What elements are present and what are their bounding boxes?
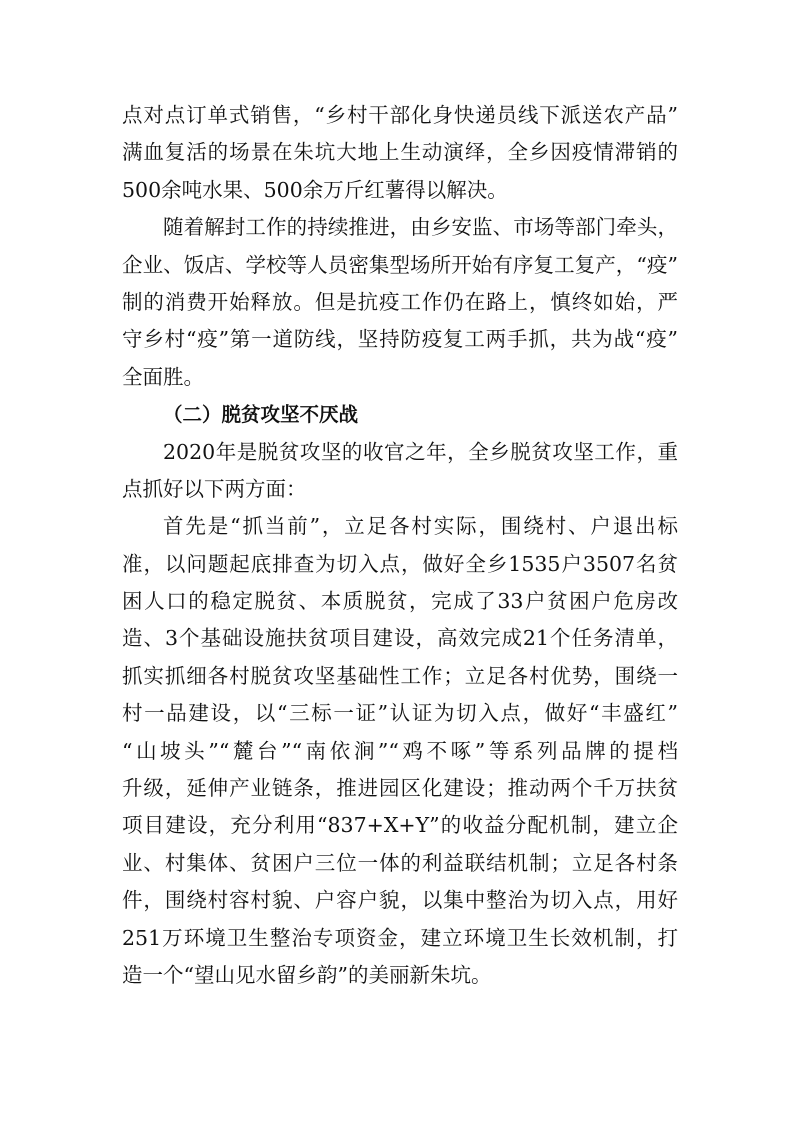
paragraph-line: 业、村集体、贫困户三位一体的利益联结机制；立足各村条 (122, 850, 678, 875)
paragraph-line: 困人口的稳定脱贫、本质脱贫，完成了33户贫困户危房改 (122, 589, 678, 614)
paragraph-line: 项目建设，充分利用“837+X+Y”的收益分配机制，建立企 (122, 813, 678, 838)
paragraph-line: 件，围绕村容村貌、户容户貌，以集中整治为切入点，用好 (122, 888, 678, 913)
paragraph-line: 2020年是脱贫攻坚的收官之年，全乡脱贫攻坚工作，重 (163, 439, 678, 464)
paragraph-line: 守乡村“疫”第一道防线，坚持防疫复工两手抓，共为战“疫” (122, 327, 678, 352)
paragraph-line: 造一个“望山见水留乡韵”的美丽新朱坑。 (122, 962, 492, 987)
document-body (122, 97, 678, 994)
section-heading: （二）脱贫攻坚不厌战 (163, 403, 359, 427)
paragraph-line: 点抓好以下两方面： (122, 476, 307, 501)
paragraph-line: 造、3个基础设施扶贫项目建设，高效完成21个任务清单， (122, 626, 678, 651)
paragraph-line: 随着解封工作的持续推进，由乡安监、市场等部门牵头， (163, 215, 678, 240)
paragraph-line: 首先是“抓当前”，立足各村实际，围绕村、户退出标 (163, 514, 678, 539)
paragraph-line: 村一品建设，以“三标一证”认证为切入点，做好“丰盛红” (122, 701, 678, 726)
paragraph-line: 全面胜。 (122, 364, 204, 389)
paragraph-line: 制的消费开始释放。但是抗疫工作仍在路上，慎终如始，严 (122, 289, 678, 314)
paragraph-line: 准，以问题起底排查为切入点，做好全乡1535户3507名贫 (122, 551, 678, 576)
paragraph-line: 500余吨水果、500余万斤红薯得以解决。 (122, 177, 508, 202)
paragraph-line: 抓实抓细各村脱贫攻坚基础性工作；立足各村优势，围绕一 (122, 663, 678, 688)
paragraph-line: 点对点订单式销售，“乡村干部化身快递员线下派送农产品” (122, 103, 678, 127)
paragraph-line: 升级，延伸产业链条，推进园区化建设；推动两个千万扶贫 (122, 776, 678, 801)
paragraph-line: 满血复活的场景在朱坑大地上生动演绎，全乡因疫情滞销的 (122, 140, 678, 165)
paragraph-line: 企业、饭店、学校等人员密集型场所开始有序复工复产，“疫” (122, 252, 678, 277)
paragraph-line: “山坡头”“麓台”“南依涧”“鸡不啄”等系列品牌的提档 (122, 738, 678, 763)
paragraph-line: 251万环境卫生整治专项资金，建立环境卫生长效机制，打 (122, 925, 678, 950)
